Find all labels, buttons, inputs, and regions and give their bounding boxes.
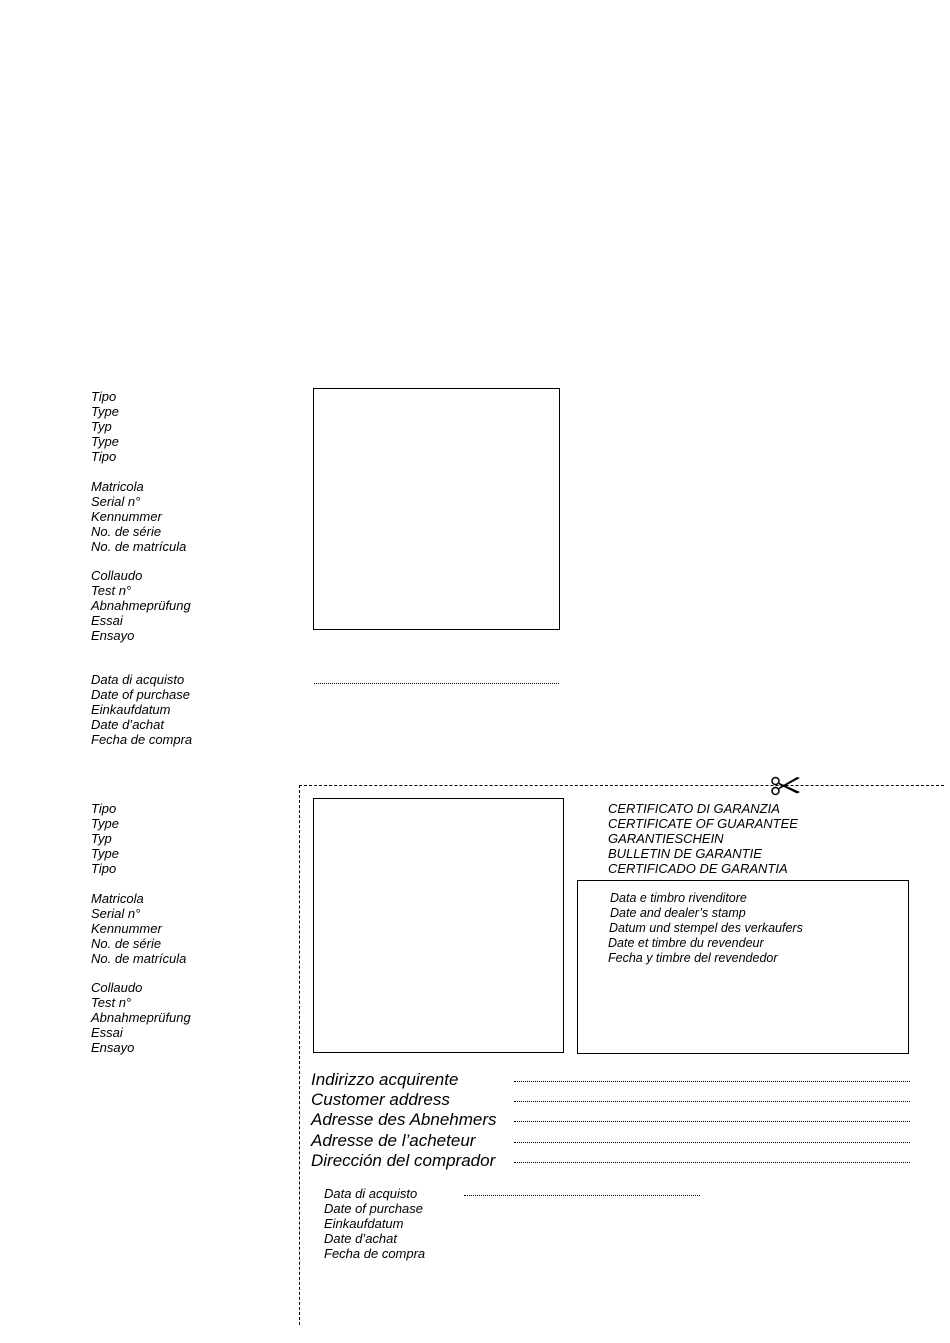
coupon-serial-labels bbox=[91, 891, 186, 966]
address-line-4[interactable] bbox=[514, 1142, 910, 1143]
label: Date d’achat bbox=[91, 717, 164, 732]
label: Datum und stempel des verkaufers bbox=[609, 921, 803, 935]
label: No. de matrícula bbox=[91, 951, 187, 966]
label: Abnahmeprüfung bbox=[91, 1010, 191, 1025]
certificate-title: BULLETIN DE GARANTIE bbox=[608, 846, 762, 861]
scissors-icon bbox=[770, 775, 802, 797]
label: Dirección del comprador bbox=[311, 1150, 496, 1170]
customer-address-labels bbox=[311, 1070, 497, 1171]
coupon-test-labels bbox=[91, 980, 191, 1055]
label: No. de matrícula bbox=[91, 539, 187, 554]
cut-line-vertical bbox=[299, 785, 300, 1325]
label: Einkaufdatum bbox=[324, 1216, 404, 1231]
top-test-labels bbox=[91, 568, 191, 643]
label: Essai bbox=[91, 1025, 123, 1040]
label: Collaudo bbox=[91, 568, 143, 583]
label: Type bbox=[91, 846, 119, 861]
coupon-purchase-labels bbox=[324, 1186, 425, 1261]
label: Ensayo bbox=[91, 628, 135, 643]
label: Typ bbox=[91, 419, 112, 434]
label: Test n° bbox=[91, 583, 132, 598]
label: Indirizzo acquirente bbox=[311, 1070, 459, 1089]
dealer-stamp-labels bbox=[608, 891, 803, 966]
label: Collaudo bbox=[91, 980, 143, 995]
label: Date et timbre du revendeur bbox=[608, 936, 764, 950]
label: Date d’achat bbox=[324, 1231, 397, 1246]
label: Type bbox=[91, 816, 119, 831]
certificate-title: GARANTIESCHEIN bbox=[608, 831, 724, 846]
top-label-box bbox=[313, 388, 560, 630]
label: Test n° bbox=[91, 995, 132, 1010]
label: Kennummer bbox=[91, 921, 162, 936]
label: Matricola bbox=[91, 891, 144, 906]
certificate-title: CERTIFICATO DI GARANZIA bbox=[608, 801, 780, 816]
label: Type bbox=[91, 434, 119, 449]
coupon-purchase-date-line[interactable] bbox=[464, 1195, 700, 1196]
label: Kennummer bbox=[91, 509, 162, 524]
address-line-5[interactable] bbox=[514, 1162, 910, 1163]
top-serial-labels bbox=[91, 479, 186, 554]
top-purchase-labels bbox=[91, 672, 192, 747]
label: Date and dealer’s stamp bbox=[610, 906, 746, 920]
label: Adresse de l’acheteur bbox=[311, 1130, 476, 1150]
label: Customer address bbox=[311, 1090, 450, 1110]
address-line-3[interactable] bbox=[514, 1121, 910, 1122]
label: Fecha de compra bbox=[324, 1246, 426, 1261]
label: Tipo bbox=[91, 389, 117, 404]
label: Data di acquisto bbox=[91, 672, 185, 687]
label: Data di acquisto bbox=[324, 1186, 418, 1201]
label: Ensayo bbox=[91, 1040, 135, 1055]
label: Essai bbox=[91, 613, 123, 628]
label: Typ bbox=[91, 831, 112, 846]
label: Data e timbro rivenditore bbox=[610, 891, 747, 905]
label: Einkaufdatum bbox=[91, 702, 171, 717]
label: No. de série bbox=[91, 524, 162, 539]
label: Fecha y timbre del revendedor bbox=[608, 951, 778, 965]
label: Adresse des Abnehmers bbox=[311, 1110, 497, 1130]
label: Date of purchase bbox=[91, 687, 191, 702]
label: Fecha de compra bbox=[91, 732, 193, 747]
certificate-title: CERTIFICADO DE GARANTIA bbox=[608, 861, 788, 876]
label: Tipo bbox=[91, 449, 117, 464]
label: Serial n° bbox=[91, 494, 141, 509]
coupon-type-labels bbox=[91, 801, 119, 876]
label: Matricola bbox=[91, 479, 144, 494]
certificate-title: CERTIFICATE OF GUARANTEE bbox=[608, 816, 798, 831]
address-line-2[interactable] bbox=[514, 1101, 910, 1102]
label: Tipo bbox=[91, 861, 117, 876]
coupon-label-box bbox=[313, 798, 564, 1053]
cut-line-horizontal bbox=[299, 785, 944, 786]
certificate-titles bbox=[608, 801, 798, 876]
label: Serial n° bbox=[91, 906, 141, 921]
address-line-1[interactable] bbox=[514, 1081, 910, 1082]
top-purchase-date-line[interactable] bbox=[314, 683, 559, 684]
label: No. de série bbox=[91, 936, 162, 951]
label: Tipo bbox=[91, 801, 117, 816]
label: Date of purchase bbox=[324, 1201, 424, 1216]
top-type-labels bbox=[91, 389, 119, 464]
label: Abnahmeprüfung bbox=[91, 598, 191, 613]
label: Type bbox=[91, 404, 119, 419]
